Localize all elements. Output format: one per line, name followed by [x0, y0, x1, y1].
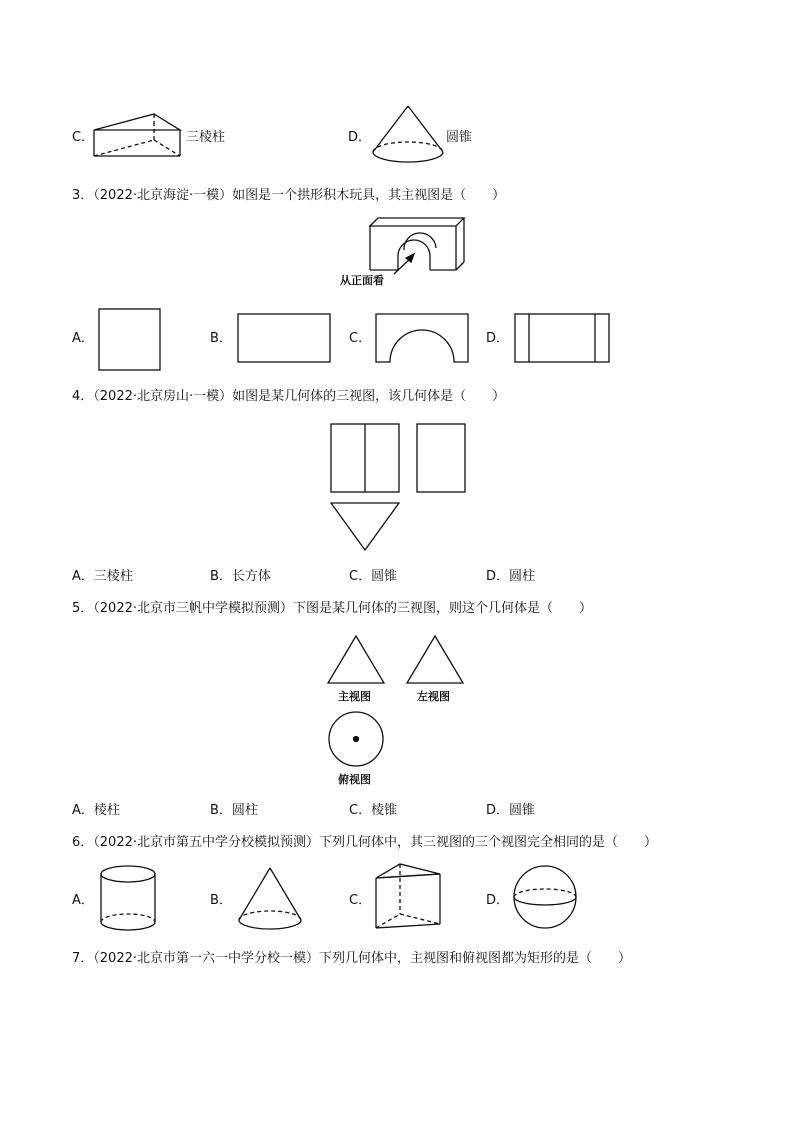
cone-figure-2 [236, 866, 306, 934]
q4-stem: 4．（2022·北京房山·一模）如图是某几何体的三视图，该几何体是（ ） [72, 389, 506, 404]
q4-option-d: D．圆柱 [486, 569, 536, 584]
q5-option-d: D．圆锥 [486, 803, 536, 818]
q6-option-a: A． [72, 893, 94, 908]
q3-figure-caption: 从正面看 [340, 274, 384, 287]
q3-option-a: A． [72, 331, 94, 346]
option-c-letter: C． [72, 130, 95, 145]
sphere-figure [512, 864, 580, 932]
triangular-prism-figure [92, 112, 184, 158]
q5-front-view-triangle [327, 634, 387, 686]
q5-stem: 5．（2022·北京市三帆中学模拟预测）下图是某几何体的三视图，则这个几何体是（ ） [72, 601, 592, 616]
q5-left-view-triangle [406, 634, 466, 686]
arrow-icon [392, 252, 418, 276]
q3-option-d: D． [486, 331, 510, 346]
triangular-prism-figure-2 [374, 862, 444, 934]
option-d-label: 圆锥 [446, 130, 473, 145]
q4-top-view-triangle [330, 502, 402, 554]
q4-option-c: C．圆锥 [349, 569, 398, 584]
q6-option-b: B． [210, 893, 232, 908]
q3-option-b: B． [210, 331, 232, 346]
cone-figure [370, 104, 446, 168]
option-c-label: 三棱柱 [186, 130, 226, 145]
q4-front-view [330, 423, 402, 495]
arch-block-figure [368, 216, 468, 276]
q5-option-b: B．圆柱 [210, 803, 258, 818]
q4-option-a: A．三棱柱 [72, 569, 133, 584]
q3-option-c: C． [349, 331, 372, 346]
cylinder-figure [99, 864, 159, 934]
q4-option-b: B．长方体 [210, 569, 271, 584]
q6-stem: 6．（2022·北京市第五中学分校模拟预测）下列几何体中，其三视图的三个视图完全相同的是（ ） [72, 835, 657, 850]
q6-option-d: D． [486, 893, 510, 908]
q7-stem: 7．（2022·北京市第一六一中学分校一模）下列几何体中，主视图和俯视图都为矩形的是（ ） [72, 951, 631, 966]
q4-side-view [416, 423, 468, 495]
q5-left-view-label: 左视图 [417, 690, 450, 703]
rectangle-view-figure [237, 313, 333, 365]
square-view-figure [98, 308, 162, 372]
q5-top-view-label: 俯视图 [338, 773, 371, 786]
q3-stem: 3．（2022·北京海淀·一模）如图是一个拱形积木玩具，其主视图是（ ） [72, 188, 506, 203]
option-d-letter: D． [348, 130, 372, 145]
arch-view-figure [375, 313, 471, 365]
q5-front-view-label: 主视图 [338, 690, 371, 703]
q5-top-view-circle [327, 710, 387, 770]
q6-option-c: C． [349, 893, 372, 908]
q5-option-a: A．棱柱 [72, 803, 120, 818]
q5-option-c: C．棱锥 [349, 803, 398, 818]
rectangle-with-lines-view-figure [514, 313, 612, 365]
